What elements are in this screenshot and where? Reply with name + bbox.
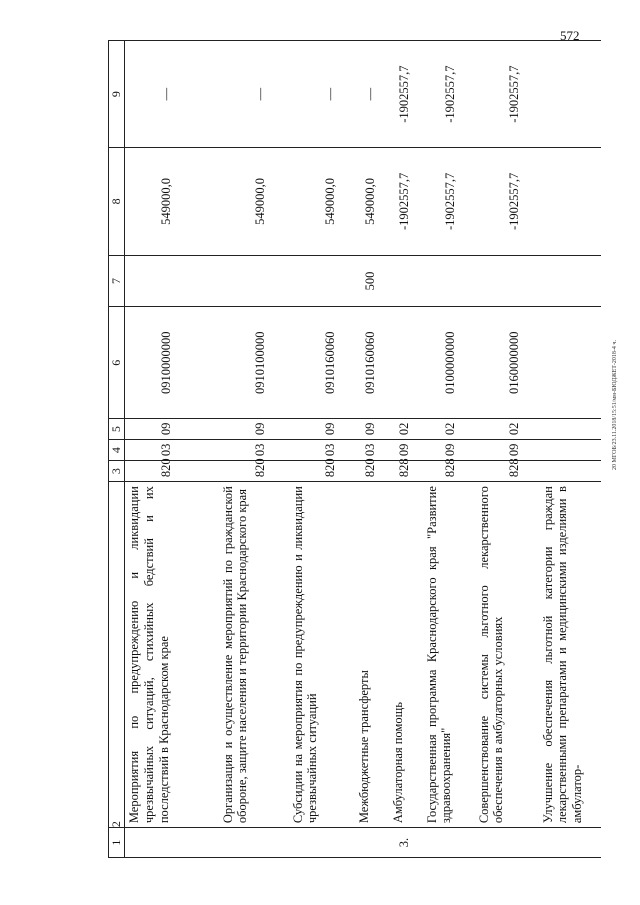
code-ministry: 828 bbox=[389, 461, 423, 482]
budget-table bbox=[108, 40, 601, 858]
code-expense-type: 500 bbox=[355, 255, 389, 307]
code-ministry: 820 bbox=[289, 461, 355, 482]
table-row bbox=[289, 41, 355, 858]
code-subsection: 02 bbox=[423, 419, 475, 440]
header-row bbox=[109, 41, 125, 858]
code-expense-type bbox=[289, 255, 355, 307]
row-name: Государственная программа Краснодарского края "Развитие здравоохранения" bbox=[423, 482, 475, 828]
header-cell: 4 bbox=[109, 440, 125, 461]
amount-col8: 549000,0 bbox=[289, 148, 355, 255]
header-cell: 9 bbox=[109, 41, 125, 148]
table-row bbox=[125, 41, 219, 858]
amount-col9: -1902557,7 bbox=[389, 41, 423, 148]
header-cell: 8 bbox=[109, 148, 125, 255]
code-section: 03 bbox=[125, 440, 219, 461]
amount-col8: 549000,0 bbox=[355, 148, 389, 255]
code-ministry bbox=[539, 461, 601, 482]
code-target: 0910160060 bbox=[289, 307, 355, 419]
amount-col9: — bbox=[219, 41, 289, 148]
amount-col8: -1902557,7 bbox=[423, 148, 475, 255]
amount-col9: -1902557,7 bbox=[423, 41, 475, 148]
row-number bbox=[289, 828, 355, 858]
amount-col9: — bbox=[355, 41, 389, 148]
code-expense-type bbox=[539, 255, 601, 307]
row-number bbox=[475, 828, 539, 858]
table-row bbox=[475, 41, 539, 858]
row-name: Улучшение обеспечения льготной категории граждан лекарственными препаратами и медицинскими изделиями в амбулатор- bbox=[539, 482, 601, 828]
amount-col8: -1902557,7 bbox=[389, 148, 423, 255]
code-section bbox=[539, 440, 601, 461]
table-row bbox=[423, 41, 475, 858]
code-target bbox=[539, 307, 601, 419]
code-subsection: 09 bbox=[125, 419, 219, 440]
rotated-table-container bbox=[108, 40, 586, 858]
row-name: Межбюджетные трансферты bbox=[355, 482, 389, 828]
row-name: Совершенствование системы льготного лекарственного обеспечения в амбулаторных условиях bbox=[475, 482, 539, 828]
code-expense-type bbox=[389, 255, 423, 307]
code-expense-type bbox=[219, 255, 289, 307]
code-ministry: 820 bbox=[125, 461, 219, 482]
header-cell: 6 bbox=[109, 307, 125, 419]
header-cell: 7 bbox=[109, 255, 125, 307]
code-section: 09 bbox=[423, 440, 475, 461]
code-target bbox=[389, 307, 423, 419]
code-target: 0160000000 bbox=[475, 307, 539, 419]
code-section: 09 bbox=[389, 440, 423, 461]
code-section: 03 bbox=[219, 440, 289, 461]
code-expense-type bbox=[475, 255, 539, 307]
code-target: 0910160060 bbox=[355, 307, 389, 419]
amount-col9: -1902557,7 bbox=[475, 41, 539, 148]
code-target: 0100000000 bbox=[423, 307, 475, 419]
code-section: 03 bbox=[289, 440, 355, 461]
amount-col8: 549000,0 bbox=[125, 148, 219, 255]
row-name: Организация и осуществление мероприятий по гражданской обороне, защите населения и территории Краснодарского края bbox=[219, 482, 289, 828]
row-number: 3. bbox=[389, 828, 423, 858]
code-target: 0910100000 bbox=[219, 307, 289, 419]
row-name: Мероприятия по предупреждению и ликвидации чрезвычайных ситуаций, стихийных бедствий и их последствий в Краснодарском крае bbox=[125, 482, 219, 828]
code-subsection bbox=[539, 419, 601, 440]
footer-code: 20 МГОБ/23.11.2018/15:51/мм-БЮДЖЕТ-2018-4 ч. bbox=[612, 340, 618, 470]
row-number bbox=[125, 828, 219, 858]
amount-col9 bbox=[539, 41, 601, 148]
table-row bbox=[219, 41, 289, 858]
page-number: 572 bbox=[560, 28, 580, 43]
row-number bbox=[355, 828, 389, 858]
code-ministry: 828 bbox=[475, 461, 539, 482]
code-subsection: 09 bbox=[219, 419, 289, 440]
code-expense-type bbox=[423, 255, 475, 307]
header-cell: 2 bbox=[109, 482, 125, 828]
amount-col8: -1902557,7 bbox=[475, 148, 539, 255]
header-cell: 1 bbox=[109, 828, 125, 858]
code-subsection: 09 bbox=[289, 419, 355, 440]
code-subsection: 02 bbox=[389, 419, 423, 440]
row-number bbox=[539, 828, 601, 858]
table-row bbox=[389, 41, 423, 858]
table-row bbox=[539, 41, 601, 858]
amount-col9: — bbox=[289, 41, 355, 148]
amount-col8: 549000,0 bbox=[219, 148, 289, 255]
row-number bbox=[219, 828, 289, 858]
amount-col9: — bbox=[125, 41, 219, 148]
code-ministry: 820 bbox=[355, 461, 389, 482]
code-ministry: 820 bbox=[219, 461, 289, 482]
header-cell: 3 bbox=[109, 461, 125, 482]
code-subsection: 09 bbox=[355, 419, 389, 440]
code-section: 09 bbox=[475, 440, 539, 461]
row-name: Амбулаторная помощь bbox=[389, 482, 423, 828]
amount-col8 bbox=[539, 148, 601, 255]
code-target: 0910000000 bbox=[125, 307, 219, 419]
code-ministry: 828 bbox=[423, 461, 475, 482]
row-name: Субсидии на мероприятия по предупреждению и ликвидации чрезвычайных ситуаций bbox=[289, 482, 355, 828]
code-expense-type bbox=[125, 255, 219, 307]
code-subsection: 02 bbox=[475, 419, 539, 440]
table-row bbox=[355, 41, 389, 858]
header-cell: 5 bbox=[109, 419, 125, 440]
row-number bbox=[423, 828, 475, 858]
code-section: 03 bbox=[355, 440, 389, 461]
